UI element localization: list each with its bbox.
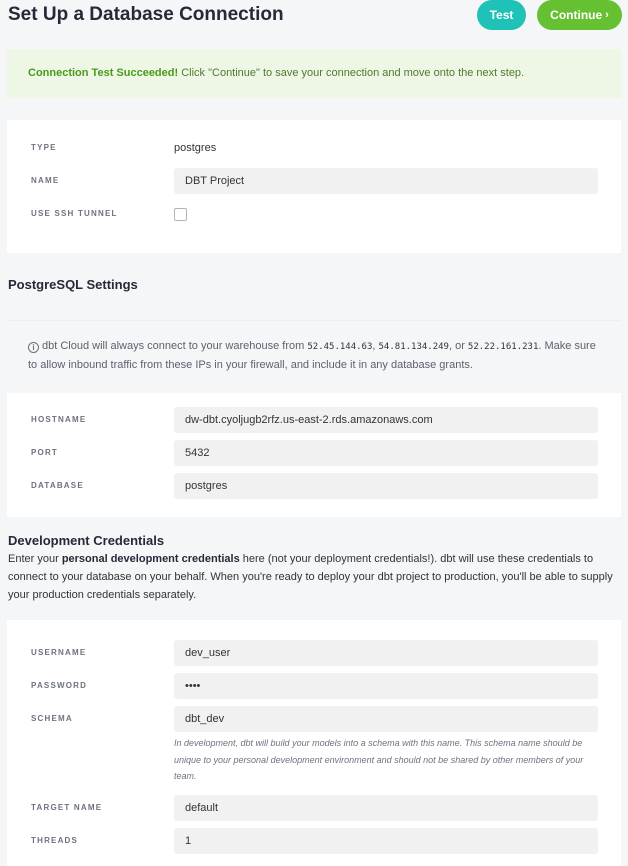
password-input[interactable]: •••• [174, 673, 598, 699]
info-sep-1: , [372, 340, 379, 352]
database-label: DATABASE [31, 481, 84, 490]
ip-address-1: 52.45.144.63 [307, 342, 373, 352]
threads-label: THREADS [31, 836, 79, 845]
ip-info-box [7, 320, 621, 387]
ip-address-3: 52.22.161.231 [467, 342, 539, 352]
success-alert [7, 49, 621, 98]
schema-label: SCHEMA [31, 714, 73, 723]
username-row [7, 640, 621, 666]
dev-section-title: Development Credentials [8, 533, 165, 548]
port-input[interactable]: 5432 [174, 440, 598, 466]
database-input[interactable]: postgres [174, 473, 598, 499]
target-name-input[interactable]: default [174, 795, 598, 821]
schema-row [7, 706, 621, 732]
target-row [7, 795, 621, 821]
info-icon: i [28, 342, 39, 353]
ssh-tunnel-checkbox[interactable] [174, 208, 187, 221]
hostname-input[interactable]: dw-dbt.cyoljugb2rfz.us-east-2.rds.amazonaws.com [174, 407, 598, 433]
schema-input[interactable]: dbt_dev [174, 706, 598, 732]
info-sep-2: , or [448, 340, 468, 352]
dev-desc-strong: personal development credentials [61, 553, 240, 565]
password-row [7, 673, 621, 699]
ssh-row [7, 201, 621, 227]
hostname-row [7, 407, 621, 433]
type-row [7, 135, 621, 161]
username-input[interactable]: dev_user [174, 640, 598, 666]
name-label: NAME [31, 176, 60, 185]
port-row [7, 440, 621, 466]
threads-row [7, 828, 621, 854]
hostname-label: HOSTNAME [31, 415, 87, 424]
ssh-label: USE SSH TUNNEL [31, 209, 118, 218]
page-title: Set Up a Database Connection [8, 4, 284, 25]
alert-text: Click "Continue" to save your connection and move onto the next step. [178, 67, 525, 79]
dev-desc-prefix: Enter your [8, 553, 62, 565]
database-row [7, 473, 621, 499]
username-label: USERNAME [31, 648, 87, 657]
connection-card [7, 120, 621, 253]
password-label: PASSWORD [31, 681, 88, 690]
continue-button-label: Continue [550, 8, 603, 22]
name-row [7, 168, 621, 194]
continue-button[interactable] [537, 0, 622, 30]
type-label: TYPE [31, 143, 57, 152]
info-suffix: . Make sure to allow inbound traffic from these IPs in your firewall, and include it in any database grants. [28, 340, 596, 371]
alert-strong: Connection Test Succeeded! [28, 67, 179, 79]
port-label: PORT [31, 448, 59, 457]
type-value: postgres [174, 142, 217, 154]
threads-input[interactable]: 1 [174, 828, 598, 854]
dev-desc-suffix: here (not your deployment credentials!). dbt will use these credentials to connect to your database on your behalf. When you're ready to deploy your dbt project to production, you'll be able to supply your production credentials separately. [8, 553, 613, 601]
name-input[interactable]: DBT Project [174, 168, 598, 194]
info-prefix: dbt Cloud will always connect to your warehouse from [42, 340, 308, 352]
dev-description [8, 550, 618, 604]
page-header [0, 0, 628, 34]
target-label: TARGET NAME [31, 803, 103, 812]
postgres-settings-card [7, 393, 621, 517]
postgres-section-title: PostgreSQL Settings [8, 277, 138, 292]
ip-address-2: 54.81.134.249 [378, 342, 449, 352]
test-button[interactable]: Test [477, 0, 526, 30]
chevron-right-icon: › [605, 9, 609, 21]
schema-help-text: In development, dbt will build your models into a schema with this name. This schema name should be unique to your personal development environment and should not be shared by other members of your team. [174, 738, 584, 781]
